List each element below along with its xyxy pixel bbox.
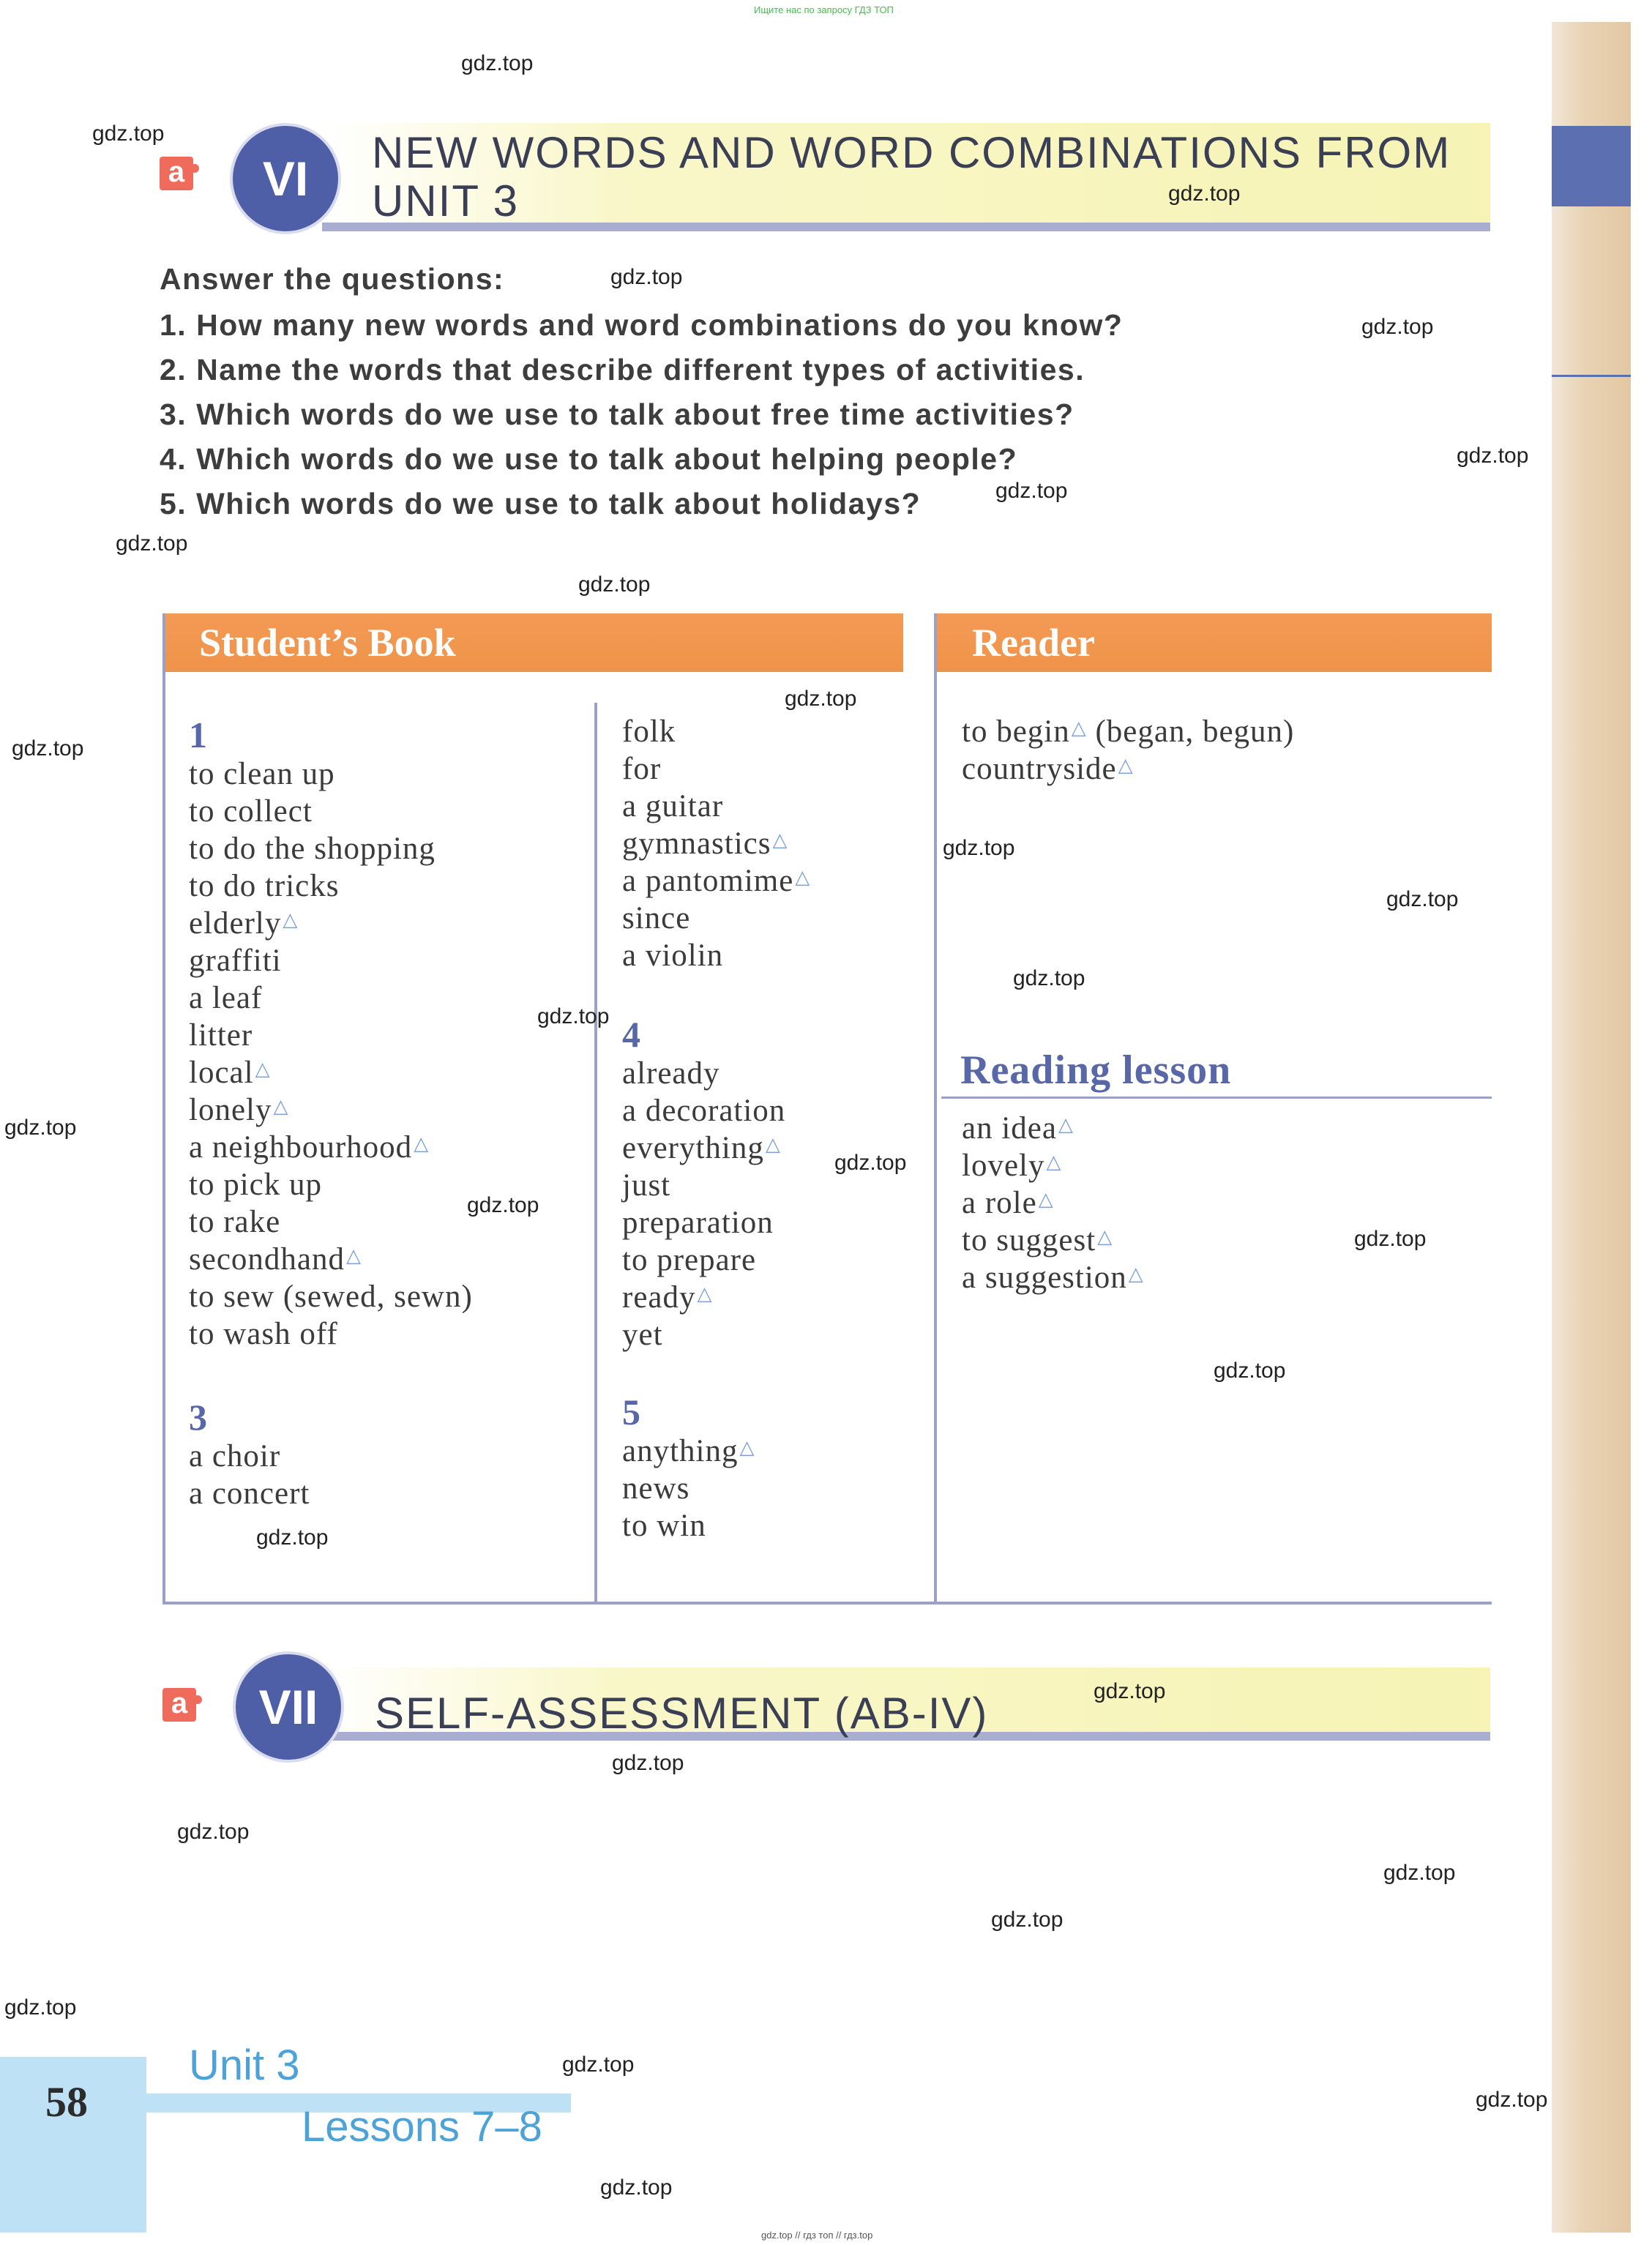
vocab-word-text: to sew (sewed, sewn) (189, 1280, 473, 1314)
watermark: gdz.top (1386, 887, 1459, 911)
vocab-word-text: a guitar (622, 789, 724, 823)
vocab-word-text: graffiti (189, 944, 282, 978)
watermark: gdz.top (256, 1525, 329, 1550)
watermark: gdz.top (834, 1151, 907, 1175)
watermark: gdz.top (612, 1751, 684, 1775)
vocab-word (622, 1316, 810, 1353)
watermark: gdz.top (785, 687, 857, 711)
word-list-2 (622, 713, 810, 974)
section6-title-line1: NEW WORDS AND WORD COMBINATIONS FROM (372, 128, 1451, 177)
students-book-column-1 (189, 714, 473, 1512)
active-vocab-marker-icon: △ (1071, 717, 1087, 739)
spine-tab (1552, 126, 1631, 206)
vocab-word-text: a suggestion (962, 1260, 1127, 1295)
vocab-word (622, 1055, 810, 1092)
questions-intro: Answer the questions: (160, 262, 505, 296)
active-vocab-marker-icon: △ (283, 909, 299, 931)
watermark: gdz.top (943, 836, 1015, 860)
vocab-word-text: a role (962, 1186, 1037, 1220)
vocab-word (189, 1278, 473, 1315)
unit-label: Unit 3 (189, 2042, 300, 2089)
vocab-word (189, 755, 473, 793)
word-list-5 (622, 1432, 810, 1544)
reader-word-list (962, 713, 1294, 788)
active-vocab-marker-icon: △ (1038, 1189, 1054, 1211)
section7-title: SELF-ASSESSMENT (AB-IV) (375, 1689, 989, 1738)
vocab-word-text: a concert (189, 1476, 310, 1511)
reading-lesson-column (962, 1110, 1144, 1296)
vocab-word-text: a decoration (622, 1094, 786, 1128)
reading-lesson-title: Reading lesson (960, 1047, 1232, 1093)
word-list-3 (189, 1438, 473, 1512)
vocab-word-text: to prepare (622, 1243, 757, 1277)
vocab-word (189, 1017, 473, 1054)
active-vocab-marker-icon: △ (1128, 1263, 1144, 1285)
spine-divider (1552, 375, 1631, 377)
vocab-word (189, 793, 473, 830)
active-vocab-marker-icon: △ (765, 1134, 781, 1156)
section6-title-line2: UNIT 3 (372, 176, 519, 225)
vocab-word (622, 713, 810, 750)
vocab-word-text: news (622, 1471, 690, 1506)
vocab-word (962, 750, 1294, 788)
question-item: 5. Which words do we use to talk about holidays? (160, 487, 922, 520)
vocab-word-text: an idea (962, 1111, 1057, 1146)
vocab-word (622, 1507, 810, 1544)
vocab-word (622, 1279, 810, 1316)
vocab-word-text: a violin (622, 938, 724, 973)
book-spine (1552, 22, 1631, 2233)
vocab-word-text: to begin (962, 714, 1070, 749)
active-vocab-marker-icon: △ (1046, 1151, 1062, 1173)
vocab-word-text: gymnastics (622, 826, 771, 861)
vocab-word (189, 830, 473, 867)
vocab-word (189, 1475, 473, 1512)
active-vocab-marker-icon: △ (697, 1283, 713, 1305)
vocab-word-text: to collect (189, 794, 313, 829)
vocab-word (962, 1110, 1144, 1147)
vocab-word (622, 1204, 810, 1241)
vocab-word (189, 942, 473, 979)
question-item: 2. Name the words that describe different types of activities. (160, 353, 1085, 386)
watermark: gdz.top (600, 2175, 673, 2200)
vocab-word-text: preparation (622, 1206, 774, 1240)
watermark: gdz.top (578, 572, 651, 597)
vocab-word (622, 1432, 810, 1470)
watermark: gdz.top (1354, 1227, 1427, 1251)
vocab-word-text: anything (622, 1434, 739, 1468)
group-number-5: 5 (622, 1392, 641, 1432)
watermark: gdz.top (1476, 2088, 1548, 2112)
vocab-word (622, 1470, 810, 1507)
watermark: gdz.top (467, 1193, 539, 1217)
students-book-column-2 (622, 713, 810, 1544)
lessons-label: Lessons 7–8 (302, 2103, 542, 2151)
vocab-word (189, 979, 473, 1017)
watermark: gdz.top (461, 51, 534, 75)
vocab-word (189, 1203, 473, 1241)
table-column-divider (594, 703, 597, 1605)
vocab-word (622, 750, 810, 788)
active-vocab-marker-icon: △ (772, 829, 788, 851)
watermark: gdz.top (177, 1820, 250, 1844)
watermark: gdz.top (610, 265, 683, 289)
watermark: gdz.top (1361, 315, 1434, 339)
active-vocab-marker-icon: △ (739, 1437, 755, 1459)
table-section-divider (934, 613, 937, 1605)
active-vocab-marker-icon: △ (414, 1133, 430, 1155)
section6-title (372, 129, 1451, 225)
vocab-word (189, 1166, 473, 1203)
vocab-word-text: elderly (189, 906, 282, 941)
group-number-3: 3 (189, 1397, 208, 1438)
vocab-word-text: lovely (962, 1148, 1045, 1183)
vocab-word (189, 905, 473, 942)
watermark: gdz.top (4, 1116, 77, 1140)
question-item: 1. How many new words and word combinations do you know? (160, 308, 1124, 342)
vocab-word (622, 1129, 810, 1167)
vocab-word-text: to do the shopping (189, 832, 436, 866)
active-vocab-marker-icon: △ (1118, 755, 1134, 777)
active-vocab-marker-icon: △ (346, 1245, 362, 1267)
vocab-word-text: to wash off (189, 1317, 338, 1351)
reader-header: Reader (935, 613, 1492, 672)
vocab-word (189, 1091, 473, 1129)
watermark: gdz.top (991, 1908, 1064, 1932)
students-book-header: Student’s Book (162, 613, 903, 672)
vocab-word-text: a choir (189, 1439, 281, 1473)
watermark: gdz.top (1383, 1861, 1456, 1885)
vocab-word (189, 867, 473, 905)
watermark: gdz.top (92, 122, 165, 146)
watermark: gdz.top (1168, 182, 1241, 206)
watermark: gdz.top (12, 736, 84, 761)
watermark: gdz.top (4, 1995, 77, 2020)
active-vocab-marker-icon: △ (1058, 1114, 1074, 1136)
vocab-word (622, 1092, 810, 1129)
vocab-word-text: since (622, 901, 691, 935)
vocab-word (622, 825, 810, 862)
watermark: gdz.top (562, 2052, 635, 2077)
active-vocab-marker-icon: △ (273, 1096, 289, 1118)
section7-number: VII (236, 1654, 341, 1760)
vocab-word (622, 900, 810, 937)
vocab-word (622, 788, 810, 825)
vocab-word (189, 1054, 473, 1091)
watermark: gdz.top (537, 1004, 610, 1028)
question-list (160, 303, 1123, 526)
vocab-word (962, 713, 1294, 750)
vocab-word-text: lonely (189, 1093, 272, 1127)
vocab-word-text: for (622, 752, 662, 786)
vocab-word-text: to win (622, 1509, 706, 1543)
vocab-word-text: to rake (189, 1205, 281, 1239)
activity-icon: a (160, 157, 193, 190)
watermark: gdz.top (116, 531, 188, 556)
word-list-4 (622, 1055, 810, 1353)
vocab-word-text: to clean up (189, 757, 335, 791)
page-number: 58 (45, 2078, 88, 2126)
vocab-word-text: secondhand (189, 1242, 345, 1277)
vocab-word (962, 1222, 1144, 1259)
vocab-word-text: a neighbourhood (189, 1130, 413, 1165)
vocab-word (189, 1129, 473, 1166)
question-item: 4. Which words do we use to talk about helping people? (160, 442, 1018, 476)
watermark: gdz.top (1214, 1359, 1286, 1383)
active-vocab-marker-icon: △ (795, 867, 811, 889)
section6-number: VI (233, 126, 338, 231)
active-vocab-marker-icon: △ (255, 1058, 271, 1080)
top-search-hint[interactable]: Ищите нас по запросу ГДЗ ТОП (754, 4, 894, 15)
vocab-word (622, 937, 810, 974)
reader-column (962, 713, 1294, 788)
vocab-word (962, 1259, 1144, 1296)
vocab-word-text: a pantomime (622, 864, 794, 898)
vocab-word (622, 862, 810, 900)
vocab-word (962, 1147, 1144, 1184)
word-list-1 (189, 755, 473, 1353)
watermark: gdz.top (1013, 966, 1085, 990)
active-vocab-marker-icon: △ (1097, 1226, 1113, 1248)
vocab-word-text: everything (622, 1131, 764, 1165)
watermark: gdz.top (1094, 1679, 1166, 1703)
question-item: 3. Which words do we use to talk about free time activities? (160, 397, 1074, 431)
vocab-word (189, 1241, 473, 1278)
vocab-word-text: countryside (962, 752, 1117, 786)
vocab-word-text: already (622, 1056, 720, 1091)
watermark: gdz.top (1457, 444, 1529, 468)
table-left-border (162, 613, 165, 1605)
group-number-4: 4 (622, 1014, 641, 1055)
vocab-word (962, 1184, 1144, 1222)
group-number-1: 1 (189, 714, 208, 755)
vocab-word-forms: (began, begun) (1086, 714, 1295, 749)
vocab-word (189, 1438, 473, 1475)
vocab-word-text: yet (622, 1318, 663, 1352)
reading-lesson-underline (941, 1097, 1492, 1099)
vocab-word-text: ready (622, 1280, 696, 1315)
activity-icon: a (162, 1688, 196, 1722)
vocab-word-text: local (189, 1056, 254, 1090)
vocab-word (622, 1241, 810, 1279)
vocab-word (622, 1167, 810, 1204)
vocab-word-text: to do tricks (189, 869, 340, 903)
vocab-word-text: to suggest (962, 1223, 1096, 1258)
vocab-word-text: litter (189, 1018, 253, 1053)
vocab-word-text: folk (622, 714, 676, 749)
table-bottom-border (162, 1602, 1492, 1605)
reading-lesson-word-list (962, 1110, 1144, 1296)
vocab-word-text: a leaf (189, 981, 263, 1015)
watermark: gdz.top (995, 479, 1068, 503)
vocab-word-text: to pick up (189, 1168, 322, 1202)
vocab-word-text: just (622, 1168, 671, 1203)
bottom-site-links[interactable]: gdz.top // гдз топ // гдз.top (761, 2230, 873, 2241)
vocab-word (189, 1315, 473, 1353)
